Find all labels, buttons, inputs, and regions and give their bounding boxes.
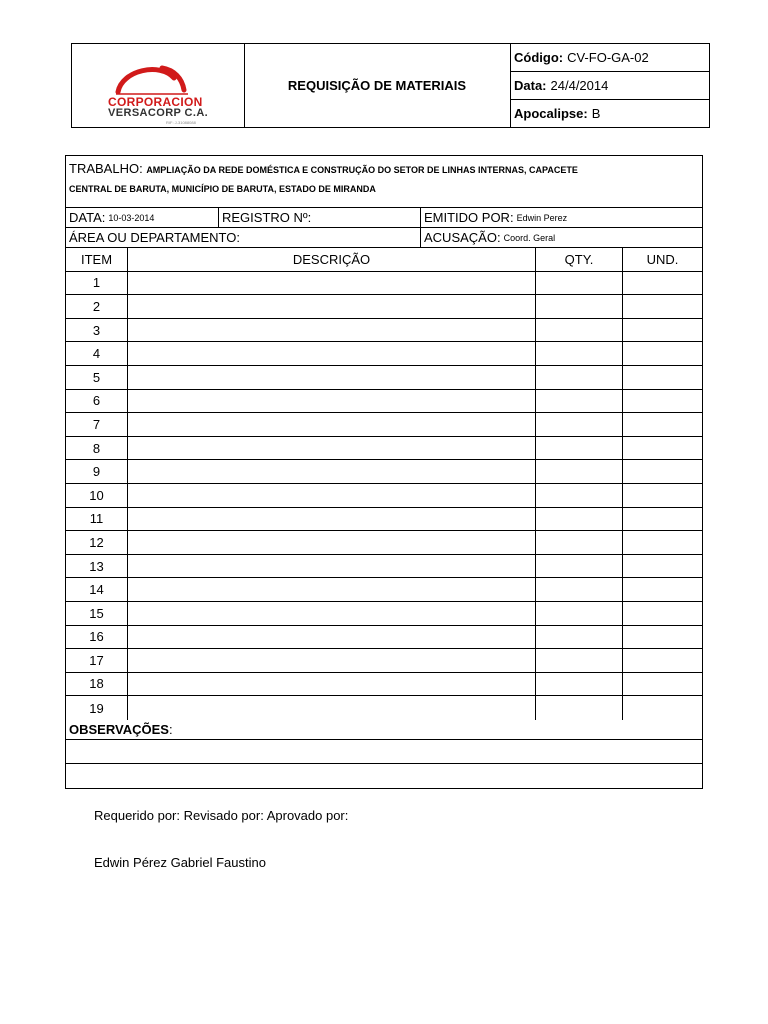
- qty-cell[interactable]: [536, 602, 623, 625]
- col-header-und: UND.: [646, 251, 679, 267]
- item-number-cell: 5: [66, 366, 128, 389]
- signature-names: Edwin Pérez Gabriel Faustino: [94, 855, 266, 870]
- col-header-descricao: DESCRIÇÃO: [128, 248, 536, 271]
- apocalipse-field: [511, 100, 710, 127]
- und-cell[interactable]: [623, 555, 702, 578]
- acusacao-field: [421, 228, 702, 247]
- item-number-cell: 8: [66, 437, 128, 460]
- descricao-cell[interactable]: [128, 413, 536, 436]
- apocalipse-label: Apocalipse:: [514, 106, 588, 121]
- table-row: [66, 437, 702, 461]
- data-value: 24/4/2014: [550, 78, 609, 93]
- und-cell[interactable]: [623, 272, 702, 295]
- und-cell[interactable]: [623, 390, 702, 413]
- descricao-cell[interactable]: [128, 555, 536, 578]
- logo-line-2: VERSACORP C.A.: [108, 107, 209, 119]
- und-cell[interactable]: [623, 342, 702, 365]
- table-row: [66, 626, 702, 650]
- descricao-cell[interactable]: [128, 437, 536, 460]
- document-header: [71, 43, 710, 128]
- table-row: [66, 673, 702, 697]
- und-cell[interactable]: [623, 460, 702, 483]
- apocalipse-value: B: [591, 106, 601, 121]
- descricao-cell[interactable]: [128, 649, 536, 672]
- item-number-cell: 17: [66, 649, 128, 672]
- form-data-value: 10-03-2014: [108, 212, 155, 223]
- item-number-cell: 3: [66, 319, 128, 342]
- item-number-cell: 13: [66, 555, 128, 578]
- item-number-cell: 19: [66, 696, 128, 720]
- item-number-cell: 16: [66, 626, 128, 649]
- item-number-cell: 10: [66, 484, 128, 507]
- qty-cell[interactable]: [536, 696, 623, 720]
- table-row: [66, 649, 702, 673]
- table-row: [66, 319, 702, 343]
- descricao-cell[interactable]: [128, 342, 536, 365]
- und-cell[interactable]: [623, 413, 702, 436]
- item-rows: [66, 272, 702, 720]
- data-field: [511, 72, 710, 100]
- data-label: Data:: [514, 78, 547, 93]
- acusacao-label: ACUSAÇÃO:: [424, 230, 501, 245]
- item-number-cell: 2: [66, 295, 128, 318]
- acusacao-value: Coord. Geral: [503, 232, 556, 243]
- und-cell[interactable]: [623, 437, 702, 460]
- qty-cell[interactable]: [536, 484, 623, 507]
- trabalho-value-2: CENTRAL DE BARUTA, MUNICÍPIO DE BARUTA, ESTADO DE MIRANDA: [69, 184, 376, 194]
- registro-label: REGISTRO Nº:: [222, 210, 312, 225]
- registro-field: [219, 208, 421, 227]
- descricao-cell[interactable]: [128, 673, 536, 696]
- table-row: [66, 272, 702, 296]
- logo-line-3: RIF: J-31088088: [166, 120, 196, 125]
- observacoes-colon: :: [168, 721, 173, 737]
- und-cell[interactable]: [623, 508, 702, 531]
- qty-cell[interactable]: [536, 272, 623, 295]
- observacoes-line[interactable]: [66, 764, 702, 788]
- qty-cell[interactable]: [536, 578, 623, 601]
- trabalho-value-1: AMPLIAÇÃO DA REDE DOMÉSTICA E CONSTRUÇÃO DO SETOR DE LINHAS INTERNAS, CAPACETE: [146, 165, 578, 175]
- table-header: [66, 248, 702, 272]
- descricao-cell[interactable]: [128, 626, 536, 649]
- data-field: [66, 208, 219, 227]
- qty-cell[interactable]: [536, 460, 623, 483]
- table-row: [66, 602, 702, 626]
- und-cell[interactable]: [623, 484, 702, 507]
- col-header-qty: QTY.: [536, 248, 623, 271]
- descricao-cell[interactable]: [128, 295, 536, 318]
- logo-cell: [72, 44, 245, 127]
- item-number-cell: 15: [66, 602, 128, 625]
- descricao-cell[interactable]: [128, 696, 536, 720]
- observacoes-line[interactable]: [66, 740, 702, 764]
- und-cell[interactable]: [623, 696, 702, 720]
- descricao-cell[interactable]: [128, 578, 536, 601]
- item-number-cell: 6: [66, 390, 128, 413]
- qty-cell[interactable]: [536, 508, 623, 531]
- und-cell[interactable]: [623, 319, 702, 342]
- table-row: [66, 342, 702, 366]
- qty-cell[interactable]: [536, 626, 623, 649]
- table-row: [66, 484, 702, 508]
- und-cell[interactable]: [623, 626, 702, 649]
- qty-cell[interactable]: [536, 531, 623, 554]
- emitido-label: EMITIDO POR:: [424, 210, 514, 225]
- table-row: [66, 460, 702, 484]
- col-header-item: ITEM: [66, 248, 128, 271]
- qty-cell[interactable]: [536, 342, 623, 365]
- item-number-cell: 12: [66, 531, 128, 554]
- und-cell[interactable]: [623, 578, 702, 601]
- table-row: [66, 295, 702, 319]
- qty-cell[interactable]: [536, 673, 623, 696]
- item-number-cell: 9: [66, 460, 128, 483]
- form-data-label: DATA:: [69, 210, 106, 225]
- descricao-cell[interactable]: [128, 508, 536, 531]
- signature-roles: Requerido por: Revisado por: Aprovado por:: [94, 808, 349, 823]
- codigo-label: Código:: [514, 50, 564, 65]
- und-cell[interactable]: [623, 295, 702, 318]
- table-row: [66, 413, 702, 437]
- table-row: [66, 508, 702, 532]
- trabalho-label: TRABALHO:: [69, 161, 143, 176]
- descricao-cell[interactable]: [128, 484, 536, 507]
- und-cell[interactable]: [623, 673, 702, 696]
- descricao-cell[interactable]: [128, 531, 536, 554]
- emitido-field: [421, 208, 702, 227]
- qty-cell[interactable]: [536, 390, 623, 413]
- item-number-cell: 14: [66, 578, 128, 601]
- table-row: [66, 390, 702, 414]
- area-field: [66, 228, 421, 247]
- item-number-cell: 11: [66, 508, 128, 531]
- descricao-cell[interactable]: [128, 460, 536, 483]
- table-row: [66, 531, 702, 555]
- requisition-form: [65, 155, 703, 789]
- document-title: REQUISIÇÃO DE MATERIAIS: [244, 44, 511, 127]
- qty-cell[interactable]: [536, 555, 623, 578]
- qty-cell[interactable]: [536, 319, 623, 342]
- item-number-cell: 4: [66, 342, 128, 365]
- qty-cell[interactable]: [536, 649, 623, 672]
- observacoes-label: [66, 720, 702, 740]
- codigo-value: CV-FO-GA-02: [567, 50, 649, 65]
- qty-cell[interactable]: [536, 295, 623, 318]
- descricao-cell[interactable]: [128, 390, 536, 413]
- table-row: [66, 578, 702, 602]
- und-cell[interactable]: [623, 366, 702, 389]
- table-row: [66, 366, 702, 390]
- data-registro-row: [66, 208, 702, 228]
- descricao-cell[interactable]: [128, 272, 536, 295]
- table-row: [66, 696, 702, 720]
- descricao-cell[interactable]: [128, 366, 536, 389]
- company-logo: [108, 64, 218, 125]
- area-acusacao-row: [66, 228, 702, 248]
- codigo-field: [511, 44, 710, 72]
- item-number-cell: 1: [66, 272, 128, 295]
- qty-cell[interactable]: [536, 366, 623, 389]
- und-cell[interactable]: [623, 649, 702, 672]
- descricao-cell[interactable]: [128, 319, 536, 342]
- qty-cell[interactable]: [536, 437, 623, 460]
- logo-line-1: CORPORACION: [108, 95, 203, 109]
- item-number-cell: 18: [66, 673, 128, 696]
- item-number-cell: 7: [66, 413, 128, 436]
- trabalho-field: [66, 156, 702, 208]
- logo-arc-icon: [112, 64, 192, 98]
- observacoes-label-text: OBSERVAÇÕES: [69, 721, 169, 737]
- emitido-value: Edwin Perez: [516, 212, 568, 223]
- descricao-cell[interactable]: [128, 602, 536, 625]
- area-label: ÁREA OU DEPARTAMENTO:: [69, 230, 240, 245]
- und-cell[interactable]: [623, 531, 702, 554]
- qty-cell[interactable]: [536, 413, 623, 436]
- table-row: [66, 555, 702, 579]
- und-cell[interactable]: [623, 602, 702, 625]
